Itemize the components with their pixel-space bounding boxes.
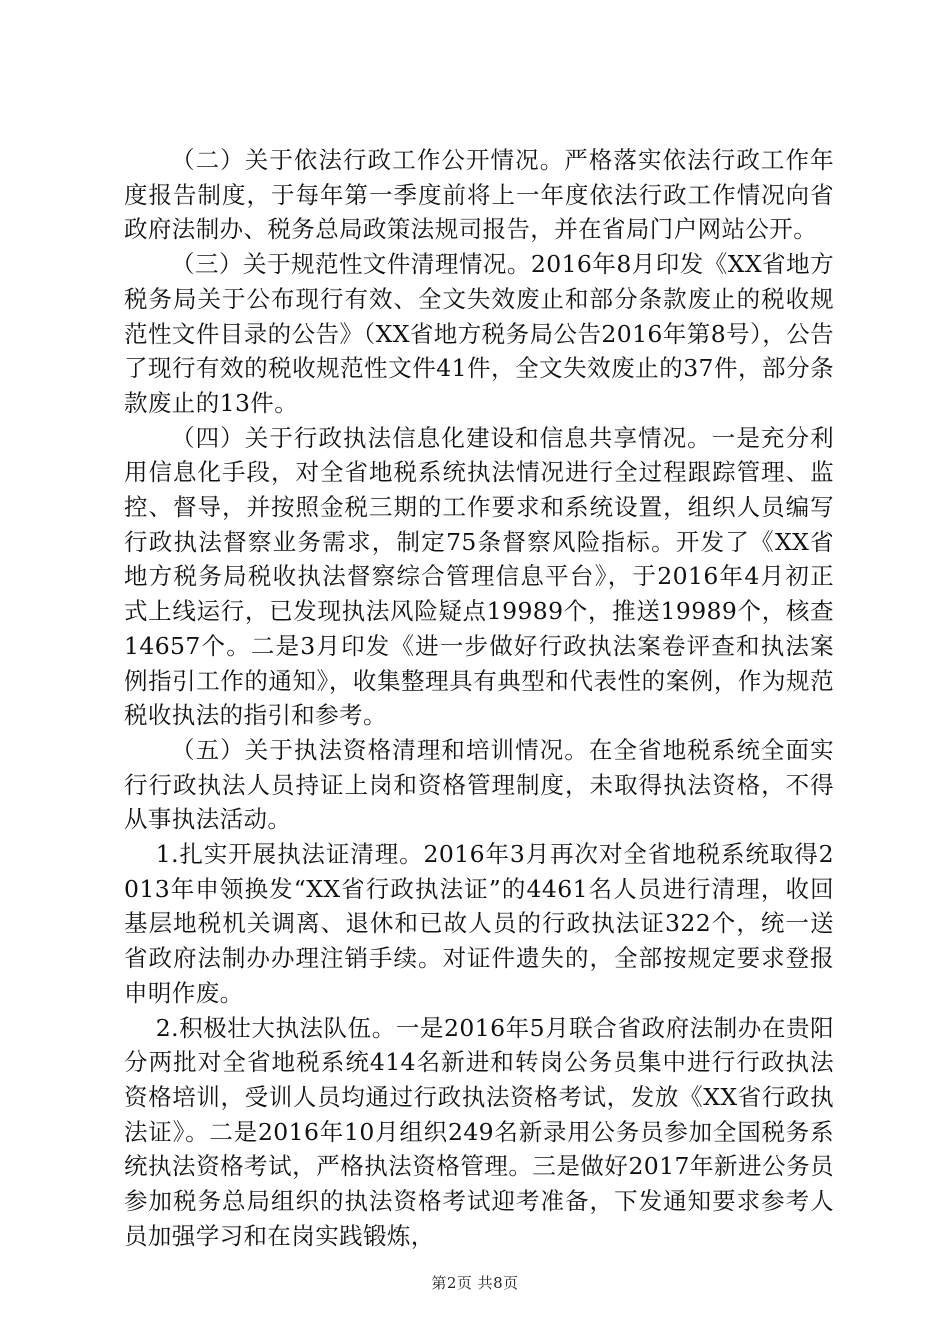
page-footer: 第2页 共8页 — [431, 1274, 519, 1292]
paragraph-normative-documents: （三）关于规范性文件清理情况。2016年8月印发《XX省地方税务局关于公布现行有效、全文失效废止和部分条款废止的税收规范性文件目录的公告》（XX省地方税务局公告2016年第8号），公告了现行有效的税收规范性文件41件，全文失效废止的37件，部分条款废止的13件。 — [124, 250, 834, 417]
paragraph-informatization: （四）关于行政执法信息化建设和信息共享情况。一是充分利用信息化手段，对全省地税系统执法情况进行全过程跟踪管理、监控、督导，并按照金税三期的工作要求和系统设置，组织人员编写行政执法督察业务需求，制定75条督察风险指标。开发了《XX省地方税务局税收执法督察综合管理信息平台》，于2016年4月初正式上线运行，已发现执法风险疑点19989个，推送19989个，核查14657个。二是3月印发《进一步做好行政执法案卷评查和执法案例指引工作的通知》，收集整理具有典型和代表性的案例，作为规范税收执法的指引和参考。 — [124, 423, 834, 730]
paragraph-certificate-cleanup: 1.扎实开展执法证清理。2016年3月再次对全省地税系统取得2013年申领换发“XX省行政执法证”的4461名人员进行清理，收回基层地税机关调离、退休和已故人员的行政执法证322个，统一送省政府法制办办理注销手续。对证件遗失的，全部按规定要求登报申明作废。 — [124, 840, 834, 1007]
paragraph-open-government: （二）关于依法行政工作公开情况。严格落实依法行政工作年度报告制度，于每年第一季度前将上一年度依法行政工作情况向省政府法制办、税务总局政策法规司报告，并在省局门户网站公开。 — [124, 146, 834, 244]
paragraph-qualification-training: （五）关于执法资格清理和培训情况。在全省地税系统全面实行行政执法人员持证上岗和资格管理制度，未取得执法资格，不得从事执法活动。 — [124, 735, 834, 834]
paragraph-team-expansion: 2.积极壮大执法队伍。一是2016年5月联合省政府法制办在贵阳分两批对全省地税系统414名新进和转岗公务员集中进行行政执法资格培训，受训人员均通过行政执法资格考试，发放《XX省行政执法证》。二是2016年10月组织249名新录用公务员参加全国税务系统执法资格考试，严格执法资格管理。三是做好2017年新进公务员参加税务总局组织的执法资格考试迎考准备，下发通知要求参考人员加强学习和在岗实践锻炼， — [124, 1013, 834, 1250]
document-body — [124, 143, 834, 1254]
